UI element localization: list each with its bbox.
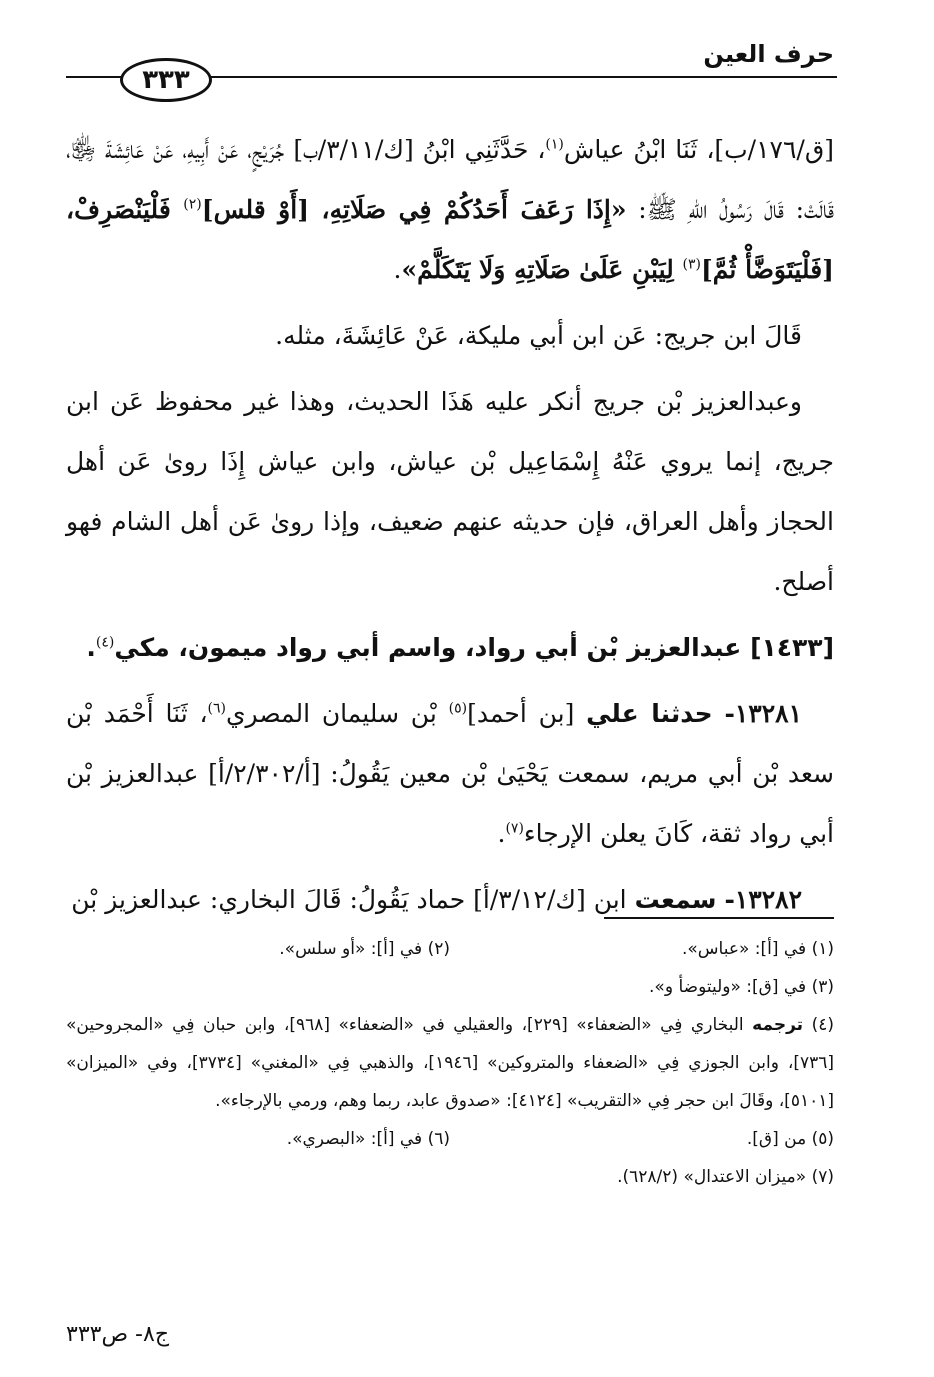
footnote-row [66, 930, 834, 968]
text-span: [بن أحمد] [467, 699, 587, 728]
footnote-6: (٦) في [أ]: «البصري». [286, 1129, 450, 1149]
footnote-ref: (٥) [448, 700, 468, 717]
footnote-2: (٢) في [أ]: «أو سلس». [279, 939, 450, 959]
hadith-text: «إِذَا رَعَفَ أَحَدُكُمْ فِي صَلَاتِهِ، [أَوْ قلس] [201, 195, 627, 224]
footnote-text: البخاري فِي «الضعفاء» [٢٢٩]، والعقيلي في «الضعفاء» [٩٦٨]، وابن حبان فِي «المجروحين» [٧٣٦]، وابن الجوزي فِي «الضعفاء والمتروكين» [١٩٤٦]، والذهبي فِي «المغني» [٣٧٣٤]، وفي «الميزان» [٥١٠١]، وقَالَ ابن حجر فِي «التقريب» [٤١٢٤]: «صدوق عابد، ربما وهم، ورمي بالإرجاء». [66, 1015, 835, 1111]
main-text [66, 120, 834, 930]
text-span: ابن [ك/٣/١٢/أ] حماد يَقُولُ: قَالَ البخاري: عبدالعزيز بْن [71, 885, 635, 914]
chapter-title: حرف العين [703, 40, 834, 68]
footnote-rule [604, 917, 834, 919]
text-span: . [86, 633, 96, 662]
paragraph-ibn-jurayj: قَالَ ابن جريج: عَن ابن أبي مليكة، عَنْ عَائِشَةَ، مثله. [275, 321, 802, 350]
footnote-4 [66, 1006, 834, 1120]
footnote-5: (٥) من [ق]. [746, 1129, 834, 1149]
volume-page-signature: ج٨- ص٣٣٣ [66, 1322, 170, 1347]
footnote-number: (٤) [811, 1015, 834, 1035]
paragraph-commentary: وعبدالعزيز بْن جريج أنكر عليه هَذَا الحديث، وهذا غير محفوظ عَن ابن جريج، إنما يروي عَنْهُ إِسْمَاعِيل بْن عياش، وابن عياش إِذَا روىٰ عَن أهل الحجاز وأهل العراق، فإن حديثه عنهم ضعيف، وإذا روىٰ عَن أهل الشام فهو أصلح. [66, 387, 834, 596]
hadith-text: لِيَبْنِ عَلَىٰ صَلَاتِهِ وَلَا يَتَكَلَّمْ» [401, 255, 683, 284]
hadith-text: فَلْيَنْصَرِفْ، [فَلْيَتَوَضَّأْ ثُمَّ] [66, 195, 834, 284]
footnotes [66, 930, 834, 1196]
footnote-ref: (٢) [183, 196, 202, 213]
footnote-ref: (٧) [505, 820, 524, 837]
paragraph-narration-13282 [66, 870, 834, 930]
footnote-ref: (٦) [207, 700, 226, 717]
entry-heading-row [66, 618, 834, 678]
footnote-7: (٧) «ميزان الاعتدال» (٦٢٨/٢). [617, 1167, 834, 1187]
text-span: ، ثَنَا أَحْمَد بْن سعد بْن أبي مريم، سمعت يَحْيَىٰ بْن معين يَقُولُ: [أ/٢/٣٠٢/أ] عبدالعزيز بْن أبي رواد ثقة، كَانَ يعلن الإرجاء [66, 699, 834, 848]
footnote-bold: ترجمه [752, 1015, 804, 1035]
text-span: [ق/١٧٦/ب]، ثَنَا ابْنُ عياش [563, 135, 834, 164]
narration-number: ١٣٢٨٢- [724, 885, 802, 914]
footnote-ref: (١) [545, 136, 564, 153]
text-span: . [497, 819, 506, 848]
paragraph-narration-13281 [66, 684, 834, 864]
footnote-3: (٣) في [ق]: «وليتوضأ و». [649, 977, 834, 997]
paragraph-hadith [66, 120, 834, 300]
footnote-ref: (٤) [95, 634, 115, 651]
footnote-1: (١) في [أ]: «عباس». [681, 939, 834, 959]
text-span: بْن سليمان المصري [225, 699, 449, 728]
footnote-ref: (٣) [682, 256, 701, 273]
narration-number: ١٣٢٨١- [724, 699, 802, 728]
text-span: . [393, 255, 402, 284]
entry-heading: [١٤٣٣] عبدالعزيز بْن أبي رواد، واسم أبي رواد ميمون، مكي [114, 633, 834, 662]
footnote-row [66, 1120, 834, 1158]
narration-lead: سمعت [634, 885, 717, 914]
narration-lead: حدثنا علي [586, 699, 713, 728]
page-number: ٣٣٣ [120, 58, 212, 102]
text-span: ، حَدَّثَنِي ابْنُ [ك/٣/١١/ب] جُرَيْجٍ، عَنْ أَبِيهِ، عَنْ عَائِشَةَ ﵂، قَالَتْ: قَالَ رَسُولُ اللهِ ﷺ: [66, 135, 834, 224]
